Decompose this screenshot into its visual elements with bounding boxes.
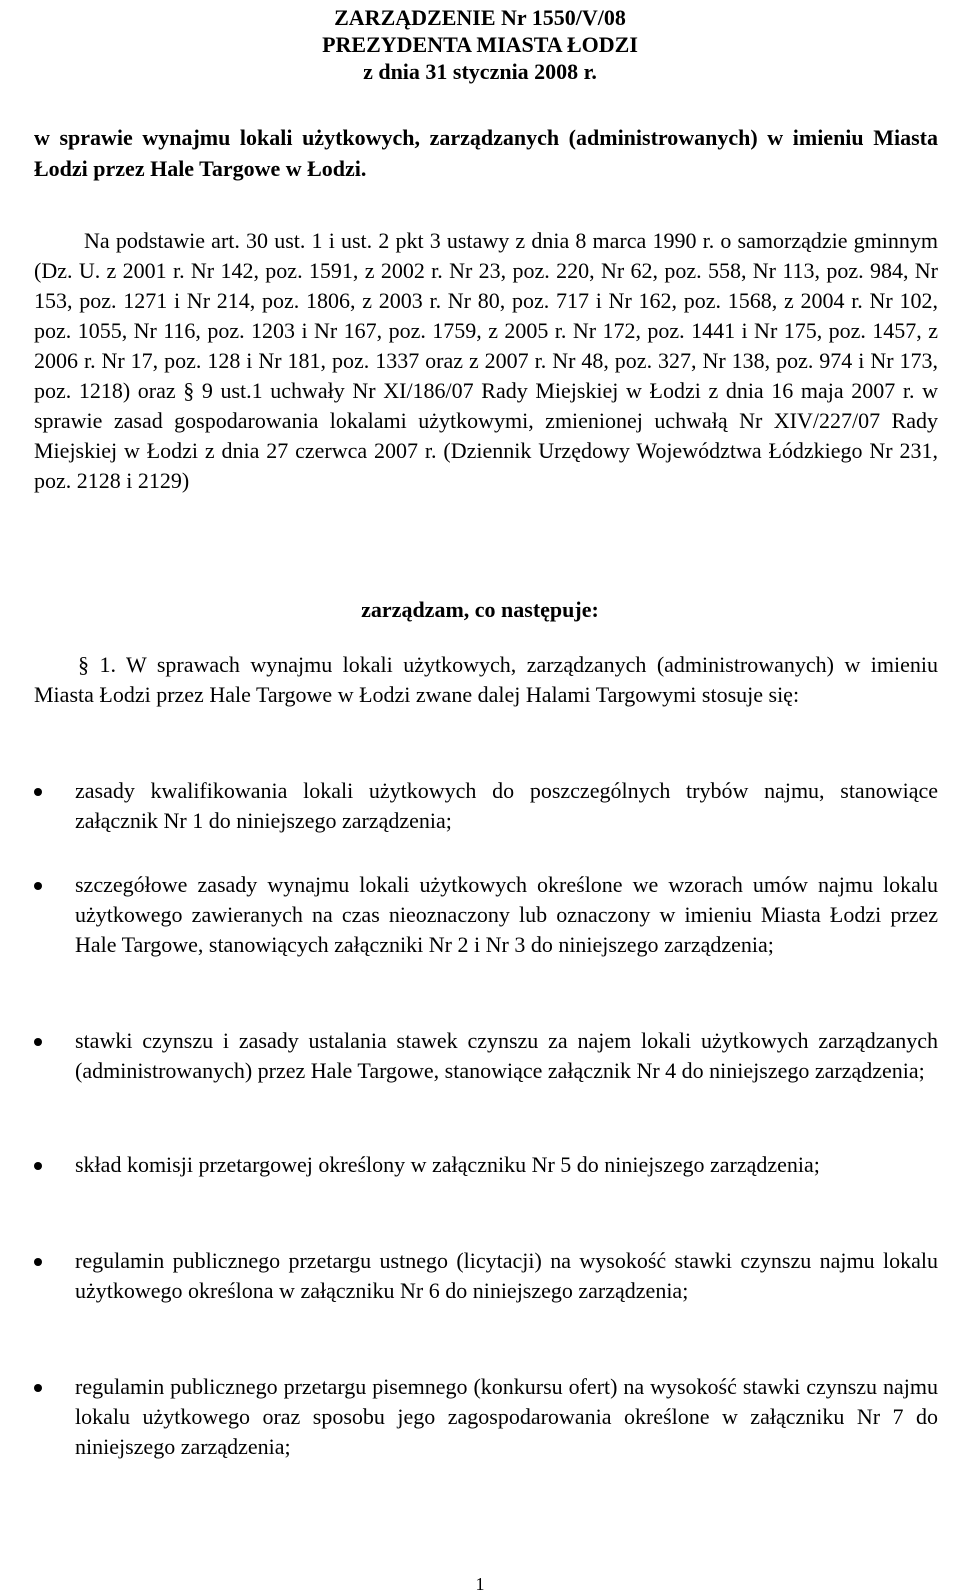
page-number: 1 bbox=[475, 1574, 485, 1594]
list-item bbox=[34, 1150, 938, 1180]
document-header bbox=[0, 4, 960, 85]
list-item-text: skład komisji przetargowej określony w załączniku Nr 5 do niniejszego zarządzenia; bbox=[75, 1152, 820, 1177]
bullet-icon bbox=[34, 788, 42, 796]
list-item-text: stawki czynszu i zasady ustalania stawek czynszu za najem lokali użytkowych zarządzanych (administrowanych) przez Hale Targowe, stanowiące załącznik Nr 4 do niniejszego zarządzenia; bbox=[75, 1028, 938, 1083]
list-item-text: regulamin publicznego przetargu ustnego (licytacji) na wysokość stawki czynszu najmu lokalu użytkowego określona w załączniku Nr 6 do niniejszego zarządzenia; bbox=[75, 1248, 938, 1303]
list-item-text: szczegółowe zasady wynajmu lokali użytkowych określone we wzorach umów najmu lokalu użytkowego zawieranych na czas nieoznaczony lub oznaczony w imieniu Miasta Łodzi przez Hale Targowe, stanowiących załączniki Nr 2 i Nr 3 do niniejszego zarządzenia; bbox=[75, 872, 938, 957]
section-1-paragraph: § 1. W sprawach wynajmu lokali użytkowych, zarządzanych (administrowanych) w imieniu Miasta Łodzi przez Hale Targowe w Łodzi zwane dalej Halami Targowymi stosuje się: bbox=[34, 652, 938, 707]
ordinance-subject: w sprawie wynajmu lokali użytkowych, zarządzanych (administrowanych) w imieniu Miasta Łodzi przez Hale Targowe w Łodzi. bbox=[34, 125, 938, 181]
list-item bbox=[34, 1246, 938, 1306]
bullet-icon bbox=[34, 1162, 42, 1170]
ordinance-number: ZARZĄDZENIE Nr 1550/V/08 bbox=[334, 5, 626, 30]
issue-date: z dnia 31 stycznia 2008 r. bbox=[363, 59, 597, 84]
bullet-icon bbox=[34, 882, 42, 890]
bullet-icon bbox=[34, 1258, 42, 1266]
legal-basis-paragraph: Na podstawie art. 30 ust. 1 i ust. 2 pkt 3 ustawy z dnia 8 marca 1990 r. o samorządzie gminnym (Dz. U. z 2001 r. Nr 142, poz. 1591, z 2002 r. Nr 23, poz. 220, Nr 62, poz. 558, Nr 113, poz. 984, Nr 153, poz. 1271 i Nr 214, poz. 1806, z 2003 r. Nr 80, poz. 717 i Nr 162, poz. 1568, z 2004 r. Nr 102, poz. 1055, Nr 116, poz. 1203 i Nr 167, poz. 1759, z 2005 r. Nr 172, poz. 1441 i Nr 175, poz. 1457, z 2006 r. Nr 17, poz. 128 i Nr 181, poz. 1337 oraz z 2007 r. Nr 48, poz. 327, Nr 138, poz. 974 i Nr 173, poz. 1218) oraz § 9 ust.1 uchwały Nr XI/186/07 Rady Miejskiej w Łodzi z dnia 16 maja 2007 r. w sprawie zasad gospodarowania lokalami użytkowymi, zmienionej uchwałą Nr XIV/227/07 Rady Miejskiej w Łodzi z dnia 27 czerwca 2007 r. (Dziennik Urzędowy Województwa Łódzkiego Nr 231, poz. 2128 i 2129) bbox=[34, 228, 938, 493]
bullet-icon bbox=[34, 1038, 42, 1046]
list-item bbox=[34, 870, 938, 960]
list-item-text: regulamin publicznego przetargu pisemnego (konkursu ofert) na wysokość stawki czynszu najmu lokalu użytkowego oraz sposobu jego zagospodarowania określone w załączniku Nr 7 do niniejszego zarządzenia; bbox=[75, 1374, 938, 1459]
bullet-icon bbox=[34, 1384, 42, 1392]
decision-heading: zarządzam, co następuje: bbox=[361, 597, 599, 622]
list-item bbox=[34, 1026, 938, 1086]
issuing-authority: PREZYDENTA MIASTA ŁODZI bbox=[322, 32, 638, 57]
list-item-text: zasady kwalifikowania lokali użytkowych do poszczególnych trybów najmu, stanowiące załącznik Nr 1 do niniejszego zarządzenia; bbox=[75, 778, 938, 833]
list-item bbox=[34, 1372, 938, 1462]
list-item bbox=[34, 776, 938, 836]
